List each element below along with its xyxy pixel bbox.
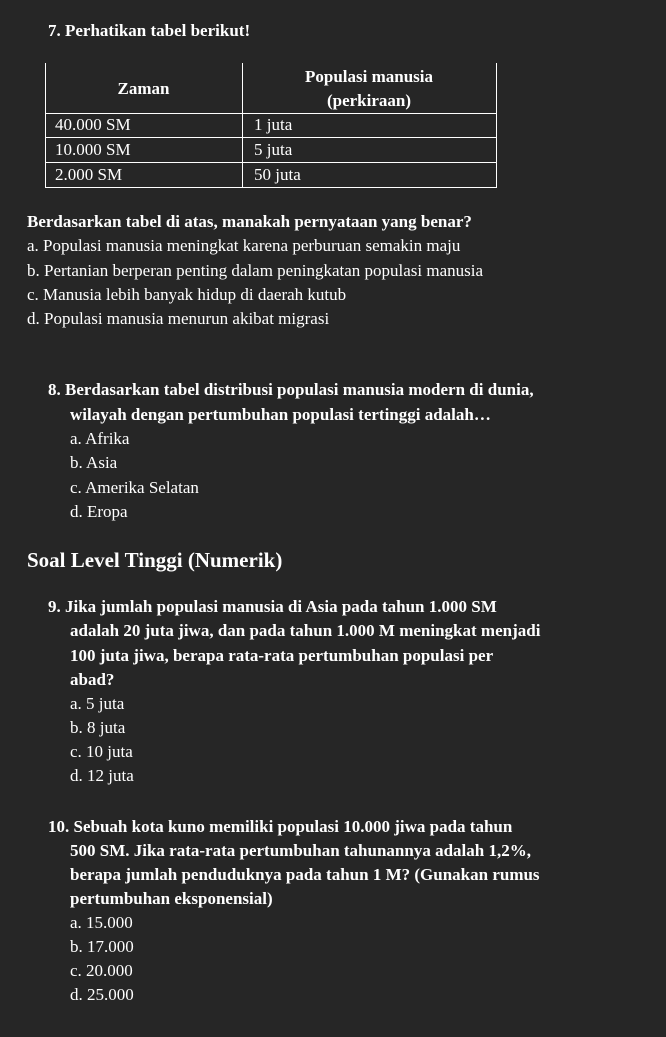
question-8-option-b: b. Asia [70, 453, 118, 472]
population-table [45, 63, 497, 188]
table-border-right [496, 63, 497, 187]
question-7-prompt: Berdasarkan tabel di atas, manakah pernyataan yang benar? [27, 212, 472, 231]
question-9-option-d: d. 12 juta [70, 766, 134, 785]
table-cell-population: 50 juta [254, 165, 301, 184]
table-cell-era: 10.000 SM [55, 140, 131, 159]
question-10-line-3: berapa jumlah penduduknya pada tahun 1 M? (Gunakan rumus [70, 865, 540, 884]
question-7-option-a: a. Populasi manusia meningkat karena perburuan semakin maju [27, 236, 461, 255]
question-9-line-1: 9. Jika jumlah populasi manusia di Asia pada tahun 1.000 SM [48, 597, 497, 616]
question-10-line-2: 500 SM. Jika rata-rata pertumbuhan tahunannya adalah 1,2%, [70, 841, 531, 860]
section-title: Soal Level Tinggi (Numerik) [27, 548, 283, 572]
question-9-option-a: a. 5 juta [70, 694, 125, 713]
question-9-line-3: 100 juta jiwa, berapa rata-rata pertumbuhan populasi per [70, 646, 494, 665]
question-8-option-a: a. Afrika [70, 429, 130, 448]
table-cell-population: 1 juta [254, 115, 293, 134]
table-header-estimate: (perkiraan) [326, 91, 412, 110]
question-9-line-2: adalah 20 juta jiwa, dan pada tahun 1.000 M meningkat menjadi [70, 621, 541, 640]
question-10-option-a: a. 15.000 [70, 913, 133, 932]
question-10-option-b: b. 17.000 [70, 937, 134, 956]
question-7-title: 7. Perhatikan tabel berikut! [48, 21, 251, 40]
question-10-line-1: 10. Sebuah kota kuno memiliki populasi 10.000 jiwa pada tahun [48, 817, 513, 836]
question-10-line-4: pertumbuhan eksponensial) [70, 889, 273, 908]
table-header-population: Populasi manusia [304, 67, 433, 86]
question-7-option-b: b. Pertanian berperan penting dalam peningkatan populasi manusia [27, 261, 484, 280]
question-9-option-c: c. 10 juta [70, 742, 133, 761]
question-7-option-c: c. Manusia lebih banyak hidup di daerah kutub [27, 285, 347, 304]
question-10-option-c: c. 20.000 [70, 961, 133, 980]
question-8-option-c: c. Amerika Selatan [70, 478, 199, 497]
question-8-line-1: 8. Berdasarkan tabel distribusi populasi manusia modern di dunia, [48, 380, 534, 399]
question-10-option-d: d. 25.000 [70, 985, 134, 1004]
table-cell-population: 5 juta [254, 140, 293, 159]
question-8-line-2: wilayah dengan pertumbuhan populasi tertinggi adalah… [70, 405, 491, 424]
question-8-option-d: d. Eropa [70, 502, 128, 521]
question-9-option-b: b. 8 juta [70, 718, 126, 737]
table-header-era: Zaman [117, 79, 170, 98]
table-cell-era: 40.000 SM [55, 115, 131, 134]
question-7-option-d: d. Populasi manusia menurun akibat migrasi [27, 309, 330, 328]
table-cell-era: 2.000 SM [55, 165, 123, 184]
question-9-line-4: abad? [70, 670, 115, 689]
